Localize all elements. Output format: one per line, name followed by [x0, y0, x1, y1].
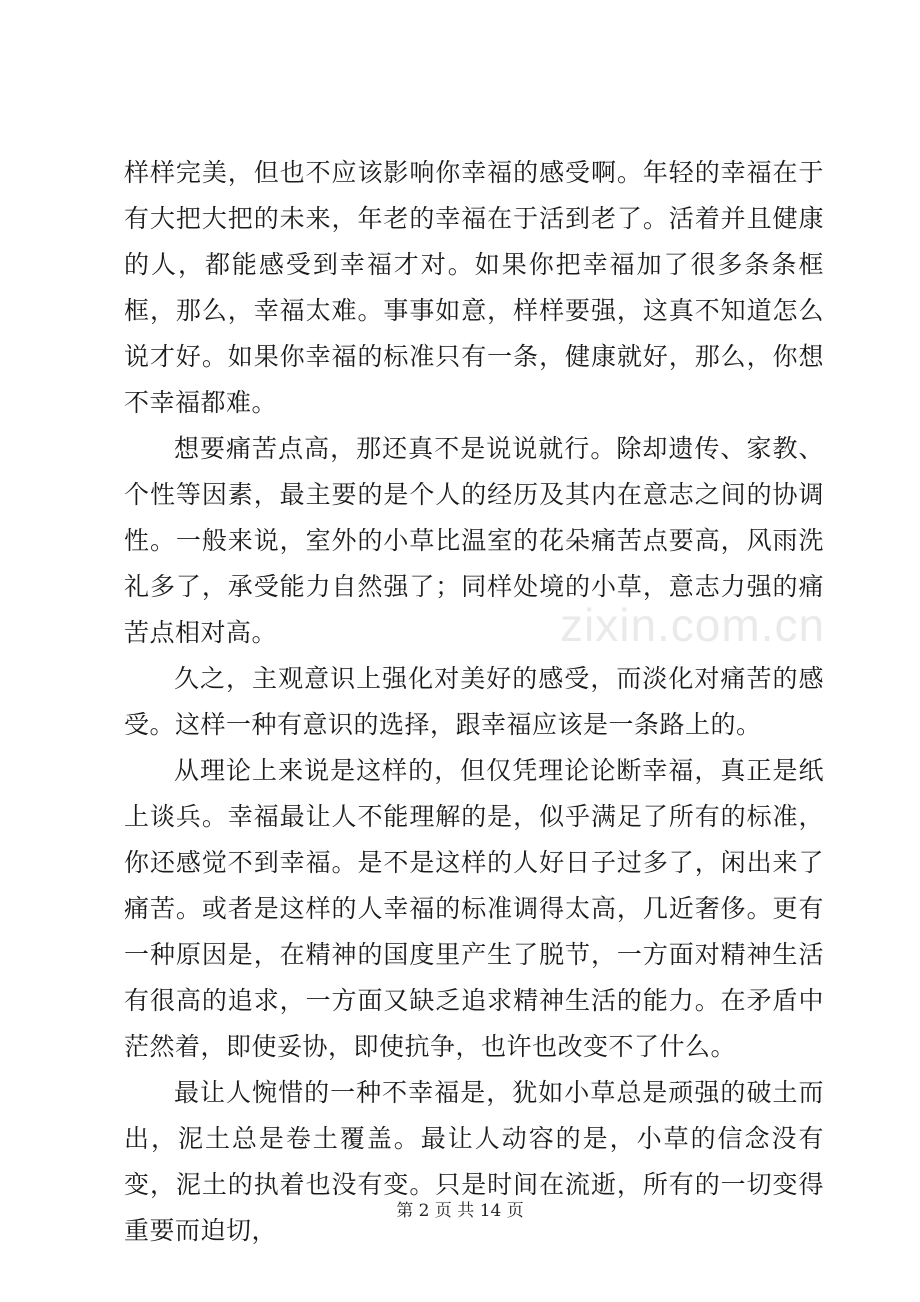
watermark: zixin.com.cn	[560, 599, 826, 651]
paragraph: 从理论上来说是这样的，但仅凭理论论断幸福，真正是纸上谈兵。幸福最让人不能理解的是，似乎满足了所有的标准，你还感觉不到幸福。是不是这样的人好日子过多了，闲出来了痛苦。或者是这样的人幸福的标准调得太高，几近奢侈。更有一种原因是，在精神的国度里产生了脱节，一方面对精神生活有很高的追求，一方面又缺乏追求精神生活的能力。在矛盾中茫然着，即使妥协，即使抗争，也许也改变不了什么。	[124, 756, 824, 1061]
page-footer: 第 2 页 共 14 页	[396, 1201, 524, 1221]
paragraph: 样样完美，但也不应该影响你幸福的感受啊。年轻的幸福在于有大把大把的未来，年老的幸福在于活到老了。活着并且健康的人，都能感受到幸福才对。如果你把幸福加了很多条条框框，那么，幸福太难。事事如意，样样要强，这真不知道怎么说才好。如果你幸福的标准只有一条，健康就好，那么，你想不幸福都难。	[124, 158, 824, 417]
document-body	[124, 150, 824, 1254]
paragraph: 最让人惋惜的一种不幸福是，犹如小草总是顽强的破土而出，泥土总是卷土覆盖。最让人动容的是，小草的信念没有变，泥土的执着也没有变。只是时间在流逝，所有的一切变得重要而迫切，	[124, 1078, 824, 1245]
paragraph: 久之，主观意识上强化对美好的感受，而淡化对痛苦的感受。这样一种有意识的选择，跟幸福应该是一条路上的。	[124, 664, 824, 739]
paragraph: 想要痛苦点高，那还真不是说说就行。除却遗传、家教、个性等因素，最主要的是个人的经历及其内在意志之间的协调性。一般来说，室外的小草比温室的花朵痛苦点要高，风雨洗礼多了，承受能力自然强了；同样处境的小草，意志力强的痛苦点相对高。	[124, 434, 824, 647]
